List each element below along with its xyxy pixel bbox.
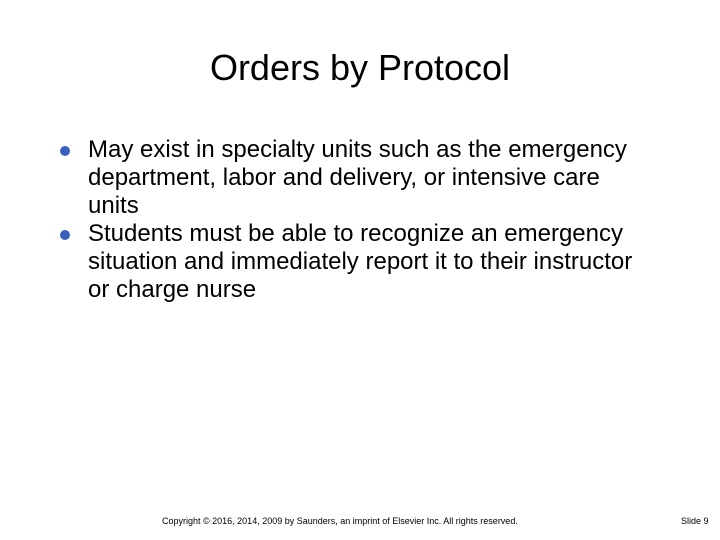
bullet-item xyxy=(56,136,656,220)
bullet-text: Students must be able to recognize an emergency situation and immediately report it to their instructor or charge nurse xyxy=(88,220,633,303)
bullet-item xyxy=(56,220,656,304)
bullet-text: May exist in specialty units such as the emergency department, labor and delivery, or intensive care units xyxy=(88,136,627,219)
bullet-list xyxy=(56,136,656,304)
copyright-notice: Copyright © 2016, 2014, 2009 by Saunders, an imprint of Elsevier Inc. All rights reserved. xyxy=(162,516,518,526)
bullet-dot-icon xyxy=(60,146,70,156)
slide-number: Slide 9 xyxy=(681,516,709,526)
slide-title: Orders by Protocol xyxy=(209,47,511,88)
bullet-dot-icon xyxy=(60,230,70,240)
